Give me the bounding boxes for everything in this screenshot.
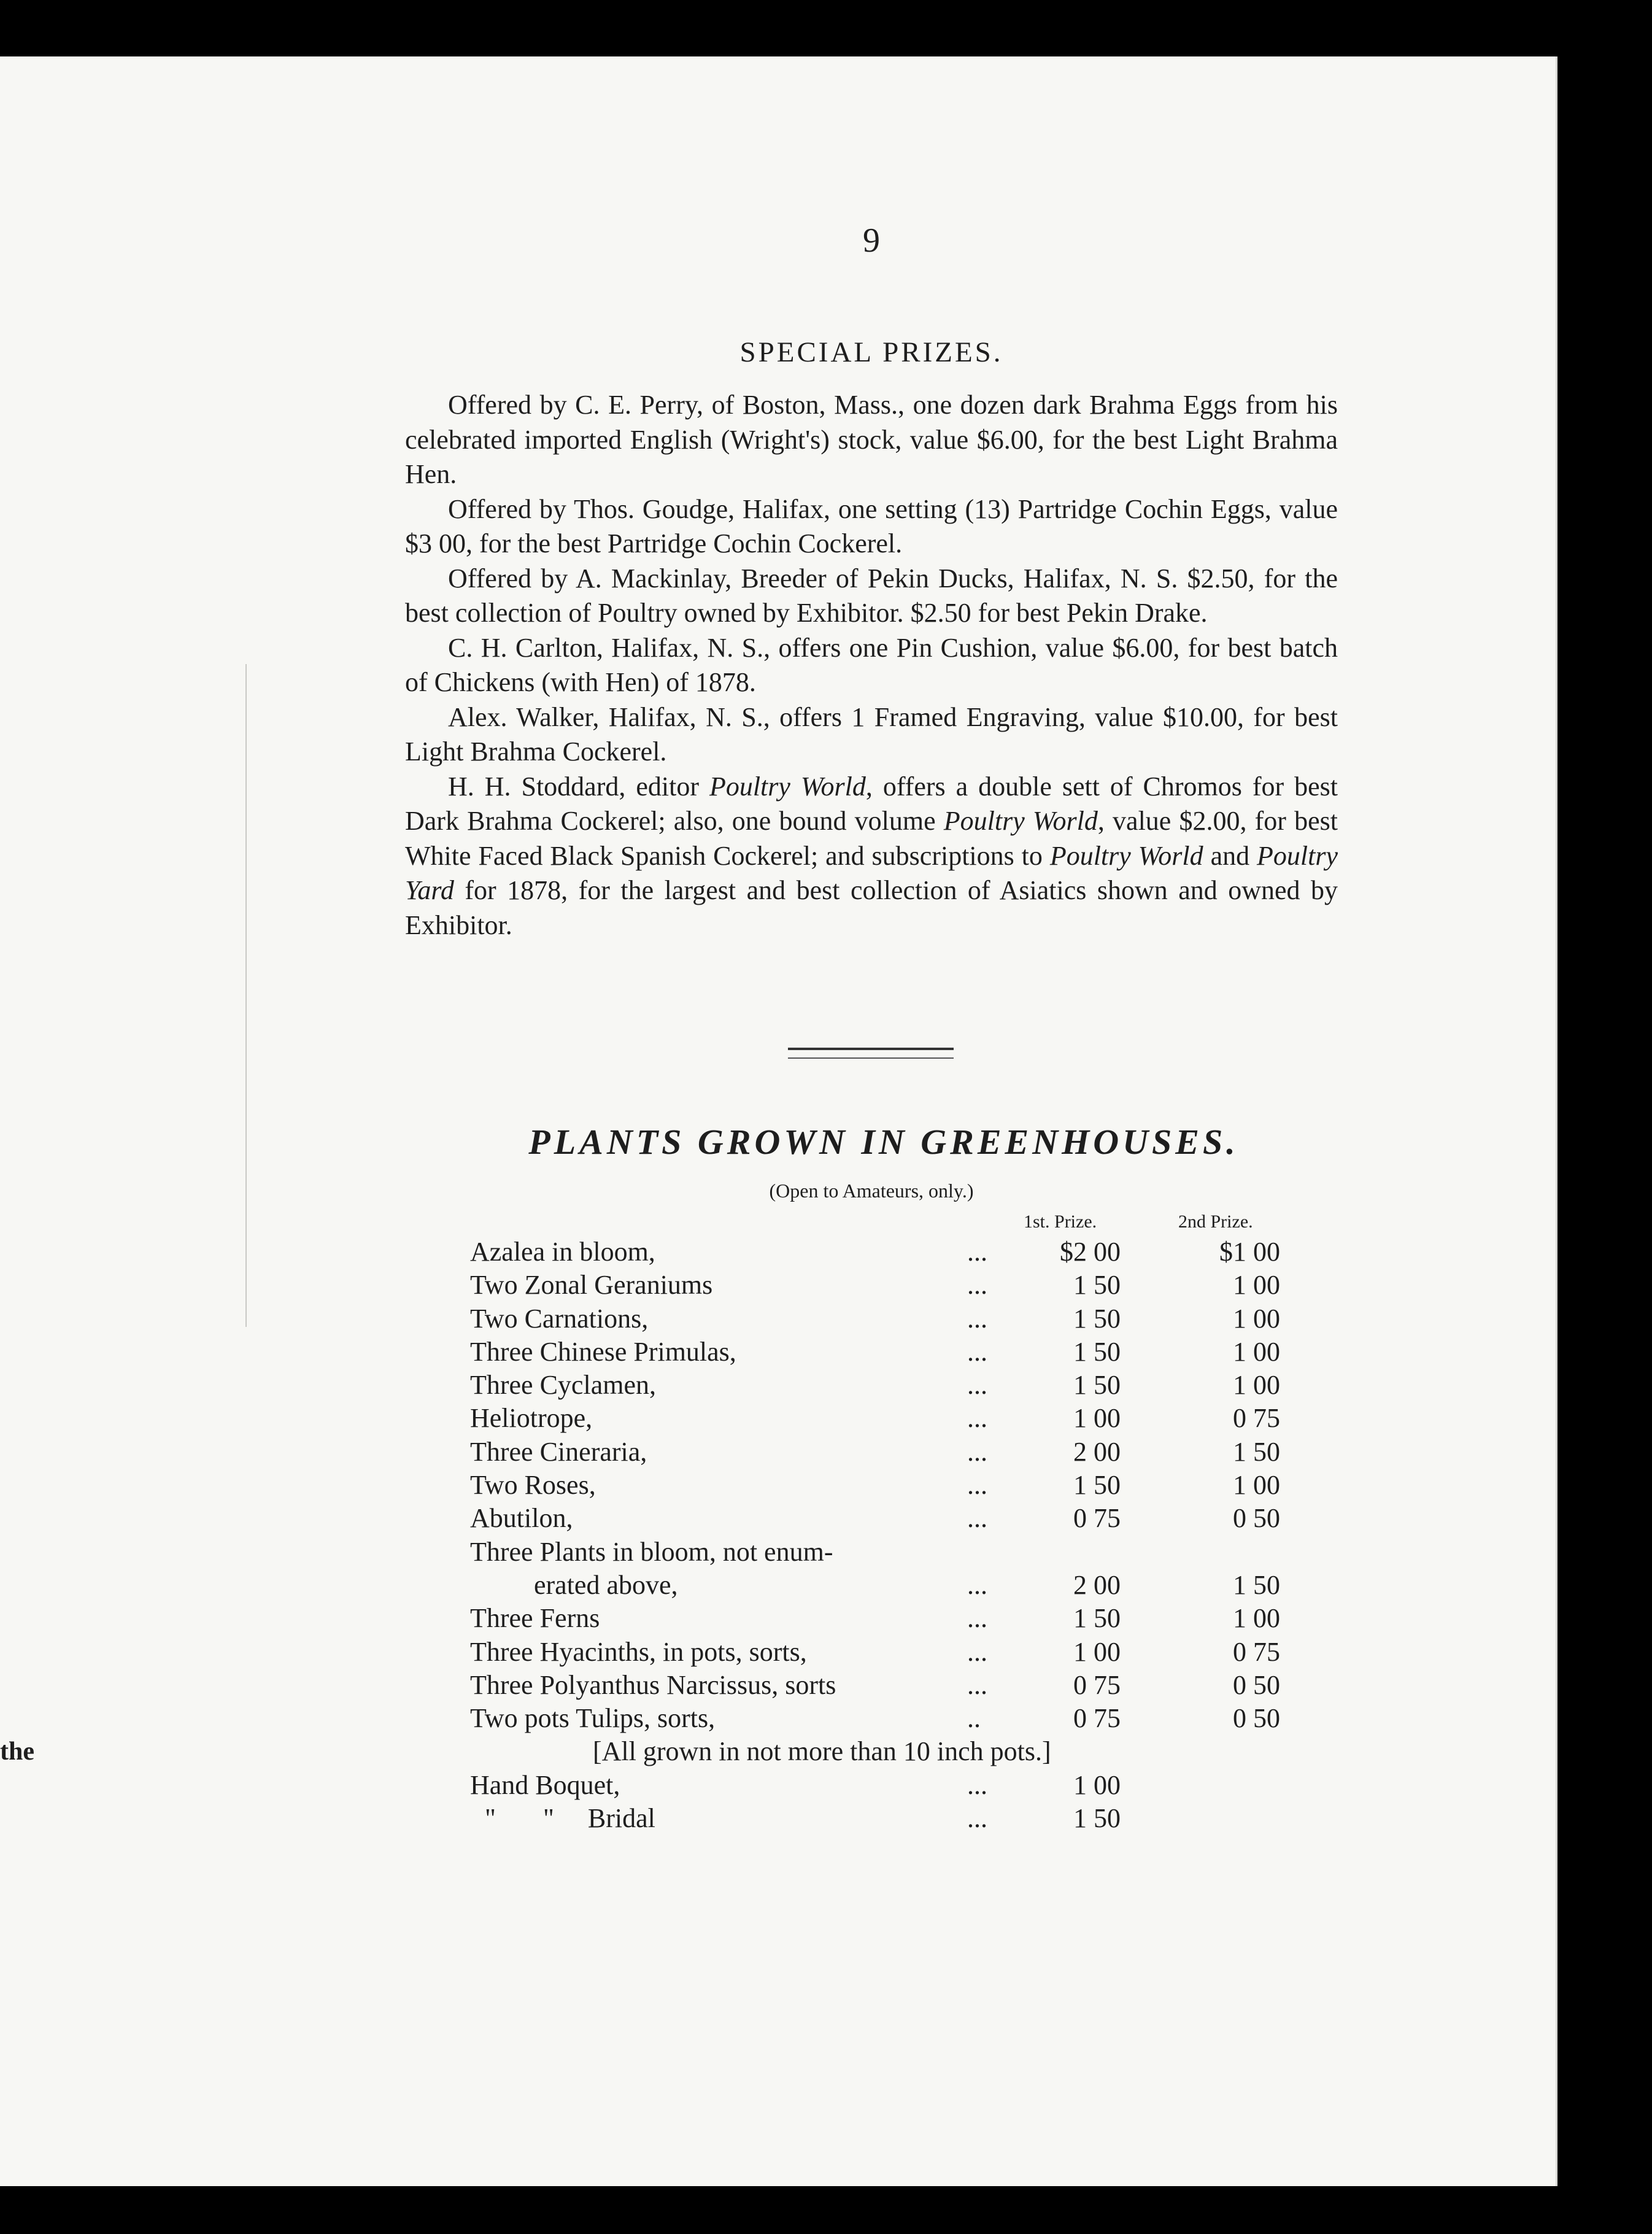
leader-dots: ... bbox=[967, 1303, 987, 1334]
second-prize: 0 75 bbox=[1233, 1636, 1280, 1667]
entry-label: Three Hyacinths, in pots, sorts, bbox=[470, 1636, 807, 1667]
entry-label: Two pots Tulips, sorts, bbox=[470, 1703, 716, 1734]
pot-size-note: [All grown in not more than 10 inch pots.] bbox=[593, 1736, 1051, 1767]
first-prize: 1 50 bbox=[1073, 1803, 1121, 1834]
prize-paragraph bbox=[405, 770, 1338, 943]
leader-dots: ... bbox=[967, 1370, 987, 1401]
first-prize: $2 00 bbox=[1060, 1237, 1121, 1267]
leader-dots: ... bbox=[967, 1403, 987, 1434]
first-prize: 1 50 bbox=[1073, 1470, 1121, 1501]
leader-dots: ... bbox=[967, 1470, 987, 1501]
first-prize: 1 00 bbox=[1073, 1403, 1121, 1434]
prize-text: for 1878, for the largest and best collection of Asiatics shown and owned by Exhibitor. bbox=[405, 875, 1338, 940]
publication-title: Poultry World bbox=[943, 806, 1098, 836]
leader-dots: ... bbox=[967, 1569, 987, 1600]
first-prize: 1 50 bbox=[1073, 1603, 1121, 1634]
table-row bbox=[470, 1469, 1329, 1502]
leader-dots: ... bbox=[967, 1669, 987, 1700]
leader-dots: ... bbox=[967, 1503, 987, 1534]
first-prize: 1 50 bbox=[1073, 1270, 1121, 1301]
table-row bbox=[470, 1536, 1329, 1569]
table-note-row bbox=[470, 1736, 1329, 1769]
prize-paragraph: C. H. Carlton, Halifax, N. S., offers one Pin Cushion, value $6.00, for best batch of Chickens (with Hen) of 1878. bbox=[405, 632, 1338, 697]
entry-label: Heliotrope, bbox=[470, 1403, 593, 1434]
leader-dots: ... bbox=[967, 1769, 987, 1800]
page-number: 9 bbox=[863, 222, 880, 260]
second-prize: 1 00 bbox=[1233, 1303, 1280, 1334]
prize-paragraph: Offered by A. Mackinlay, Breeder of Pekin Ducks, Halifax, N. S. $2.50, for the best collection of Poultry owned by Exhibitor. $2.50 for best Pekin Drake. bbox=[405, 563, 1338, 628]
prize-text: , offers a double sett of Chromos for best Dark Brahma Cockerel; also, one bound volume bbox=[405, 771, 1338, 836]
special-prizes-text bbox=[405, 388, 1338, 943]
entry-label: Hand Boquet, bbox=[470, 1769, 620, 1800]
publication-title: Poultry Yard bbox=[405, 840, 1338, 905]
first-prize: 2 00 bbox=[1073, 1436, 1121, 1467]
second-prize: 0 75 bbox=[1233, 1403, 1280, 1434]
publication-title: Poultry World bbox=[709, 771, 866, 802]
entry-label: Two Carnations, bbox=[470, 1303, 649, 1334]
second-prize: 1 00 bbox=[1233, 1336, 1280, 1367]
first-prize: 1 50 bbox=[1073, 1370, 1121, 1401]
prize-paragraph: Alex. Walker, Halifax, N. S., offers 1 Framed Engraving, value $10.00, for best Light Brahma Cockerel. bbox=[405, 702, 1338, 767]
leader-dots: ... bbox=[967, 1636, 987, 1667]
first-prize: 1 00 bbox=[1073, 1769, 1121, 1800]
entry-label: Three Polyanthus Narcissus, sorts bbox=[470, 1669, 836, 1700]
first-prize: 1 50 bbox=[1073, 1303, 1121, 1334]
plants-subtitle: (Open to Amateurs, only.) bbox=[769, 1180, 974, 1202]
second-prize: 0 50 bbox=[1233, 1669, 1280, 1700]
leader-dots: ... bbox=[967, 1603, 987, 1634]
table-row bbox=[470, 1669, 1329, 1703]
first-prize: 1 00 bbox=[1073, 1636, 1121, 1667]
entry-label: erated above, bbox=[534, 1569, 678, 1600]
table-row bbox=[470, 1502, 1329, 1536]
entry-label: Two Roses, bbox=[470, 1470, 596, 1501]
special-prizes-title: SPECIAL PRIZES. bbox=[739, 336, 1003, 368]
second-prize: 1 50 bbox=[1233, 1569, 1280, 1600]
second-prize: 1 00 bbox=[1233, 1603, 1280, 1634]
first-prize-header: 1st. Prize. bbox=[1024, 1212, 1097, 1232]
first-prize: 1 50 bbox=[1073, 1336, 1121, 1367]
entry-label: Three Ferns bbox=[470, 1603, 600, 1634]
leader-dots: ... bbox=[967, 1336, 987, 1367]
second-prize: 1 50 bbox=[1233, 1436, 1280, 1467]
table-row bbox=[470, 1569, 1329, 1602]
first-prize: 0 75 bbox=[1073, 1503, 1121, 1534]
first-prize: 0 75 bbox=[1073, 1669, 1121, 1700]
publication-title: Poultry World bbox=[1049, 840, 1203, 871]
table-row bbox=[470, 1769, 1329, 1803]
prize-paragraph: Offered by Thos. Goudge, Halifax, one setting (13) Partridge Cochin Eggs, value $3 00, for the best Partridge Cochin Cockerel. bbox=[405, 493, 1338, 558]
entry-label: " " Bridal bbox=[485, 1803, 655, 1834]
leader-dots: .. bbox=[967, 1703, 981, 1734]
table-row bbox=[470, 1636, 1329, 1669]
second-prize: $1 00 bbox=[1219, 1237, 1280, 1267]
table-row bbox=[470, 1336, 1329, 1369]
first-prize: 0 75 bbox=[1073, 1703, 1121, 1734]
table-row bbox=[470, 1269, 1329, 1302]
entry-label: Three Cyclamen, bbox=[470, 1370, 656, 1401]
leader-dots: ... bbox=[967, 1803, 987, 1834]
leader-dots: ... bbox=[967, 1237, 987, 1267]
entry-label: Two Zonal Geraniums bbox=[470, 1270, 713, 1301]
prize-text: H. H. Stoddard, editor bbox=[448, 771, 709, 802]
second-prize: 0 50 bbox=[1233, 1703, 1280, 1734]
second-prize: 1 00 bbox=[1233, 1370, 1280, 1401]
entry-label: Azalea in bloom, bbox=[470, 1237, 655, 1267]
leader-dots: ... bbox=[967, 1436, 987, 1467]
plants-title: PLANTS GROWN IN GREENHOUSES. bbox=[528, 1122, 1239, 1162]
entry-label: Three Chinese Primulas, bbox=[470, 1336, 736, 1367]
table-row bbox=[470, 1303, 1329, 1336]
section-divider bbox=[788, 1048, 954, 1059]
table-row bbox=[470, 1703, 1329, 1736]
prize-text: , value $2.00, for best White Faced Black Spanish Cockerel; and subscriptions to bbox=[405, 806, 1338, 871]
entry-label: Three Cineraria, bbox=[470, 1436, 647, 1467]
second-prize: 1 00 bbox=[1233, 1270, 1280, 1301]
second-prize: 0 50 bbox=[1233, 1503, 1280, 1534]
prize-text: and bbox=[1203, 840, 1257, 871]
table-row bbox=[470, 1803, 1329, 1836]
first-prize: 2 00 bbox=[1073, 1569, 1121, 1600]
table-row bbox=[470, 1236, 1329, 1269]
prize-paragraph: Offered by C. E. Perry, of Boston, Mass., one dozen dark Brahma Eggs from his celebrated imported English (Wright's) stock, value $6.00, for the best Light Brahma Hen. bbox=[405, 390, 1338, 489]
margin-fragment: the bbox=[0, 1737, 34, 1766]
second-prize-header: 2nd Prize. bbox=[1178, 1212, 1253, 1232]
page-edge-shadow bbox=[245, 664, 247, 1327]
prize-table bbox=[470, 1236, 1329, 1836]
document-page bbox=[0, 56, 1557, 2186]
table-row bbox=[470, 1369, 1329, 1402]
table-row bbox=[470, 1602, 1329, 1636]
entry-label: Three Plants in bloom, not enum- bbox=[470, 1536, 833, 1567]
leader-dots: ... bbox=[967, 1270, 987, 1301]
table-row bbox=[470, 1436, 1329, 1469]
second-prize: 1 00 bbox=[1233, 1470, 1280, 1501]
entry-label: Abutilon, bbox=[470, 1503, 573, 1534]
table-row bbox=[470, 1402, 1329, 1436]
